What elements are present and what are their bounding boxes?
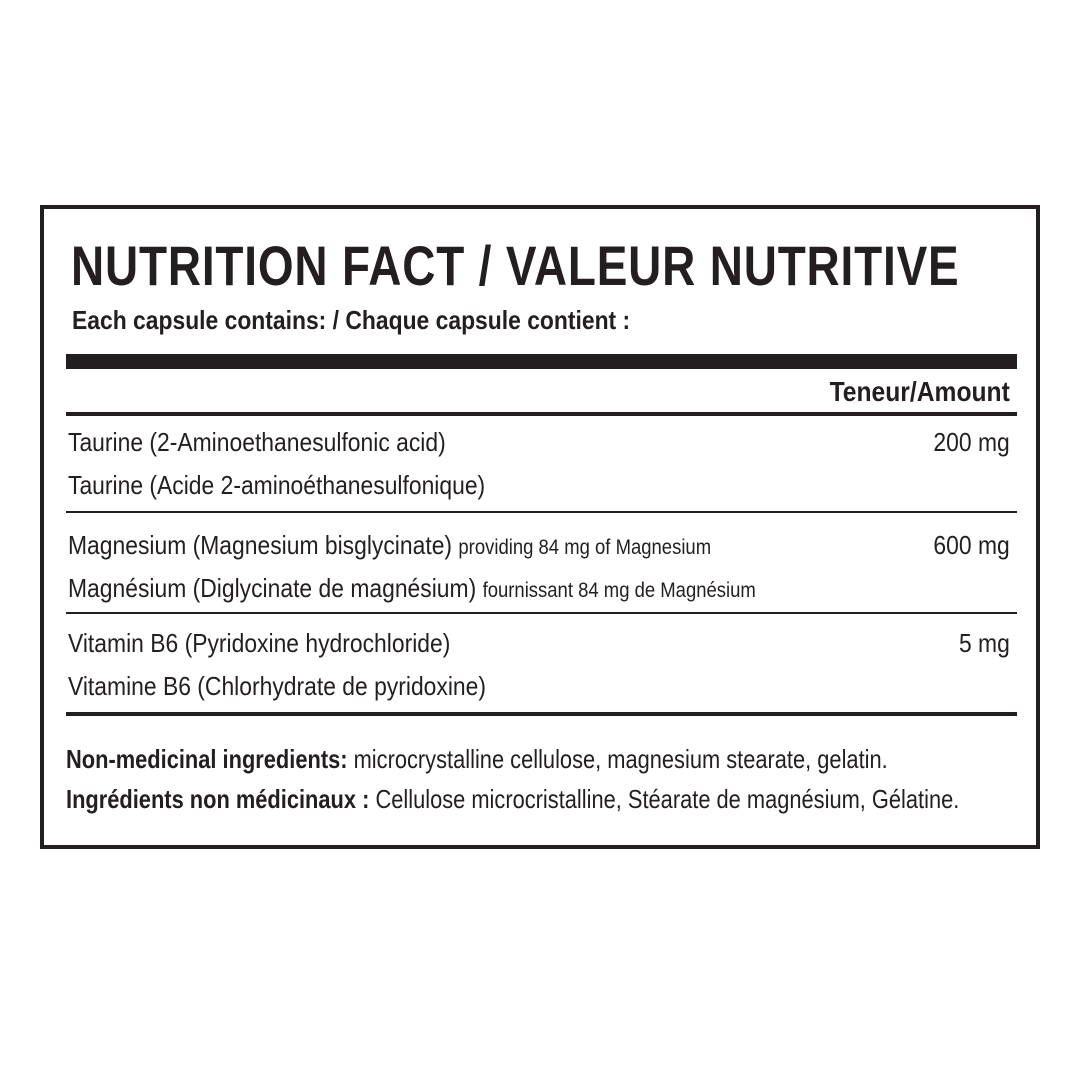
nutrient-amount: 600 mg bbox=[933, 530, 1010, 560]
ingredients-en-label: Non-medicinal ingredients: bbox=[66, 744, 348, 774]
row-divider bbox=[66, 511, 1017, 513]
nutrient-name-fr: Taurine (Acide 2-aminoéthanesulfonique) bbox=[68, 470, 486, 500]
panel-subtitle: Each capsule contains: / Chaque capsule contient : bbox=[72, 305, 631, 335]
non-medicinal-ingredients bbox=[66, 739, 1080, 819]
ingredients-fr-label: Ingrédients non médicinaux : bbox=[66, 784, 370, 814]
nutrient-row-vitamin-b6 bbox=[68, 623, 1010, 709]
nutrient-row-taurine bbox=[68, 422, 1010, 508]
row-divider bbox=[66, 612, 1017, 614]
nutrient-name-en: Taurine (2-Aminoethanesulfonic acid) bbox=[68, 427, 446, 457]
nutrient-name-en: Vitamin B6 (Pyridoxine hydrochloride) bbox=[68, 628, 451, 658]
ingredients-fr-text: Cellulose microcristalline, Stéarate de magnésium, Gélatine. bbox=[375, 784, 960, 814]
nutrient-name-en: Magnesium (Magnesium bisglycinate) providing 84 mg of Magnesium bbox=[68, 530, 712, 560]
nutrient-name-fr: Magnésium (Diglycinate de magnésium) fournissant 84 mg de Magnésium bbox=[68, 573, 756, 603]
nutrient-name-fr: Vitamine B6 (Chlorhydrate de pyridoxine) bbox=[68, 671, 486, 701]
header-divider bbox=[66, 354, 1017, 369]
nutrient-amount: 5 mg bbox=[959, 628, 1010, 658]
table-bottom-divider bbox=[66, 712, 1017, 716]
amount-column-header: Teneur/Amount bbox=[829, 376, 1010, 407]
ingredients-en-text: microcrystalline cellulose, magnesium stearate, gelatin. bbox=[353, 744, 888, 774]
ingredients-en bbox=[66, 739, 959, 779]
nutrition-facts-panel bbox=[40, 205, 1040, 849]
ingredients-fr bbox=[66, 779, 959, 819]
nutrient-row-magnesium bbox=[68, 525, 1010, 611]
panel-title: NUTRITION FACT / VALEUR NUTRITIVE bbox=[71, 234, 960, 297]
nutrient-amount: 200 mg bbox=[933, 427, 1010, 457]
column-header-divider bbox=[66, 412, 1017, 416]
